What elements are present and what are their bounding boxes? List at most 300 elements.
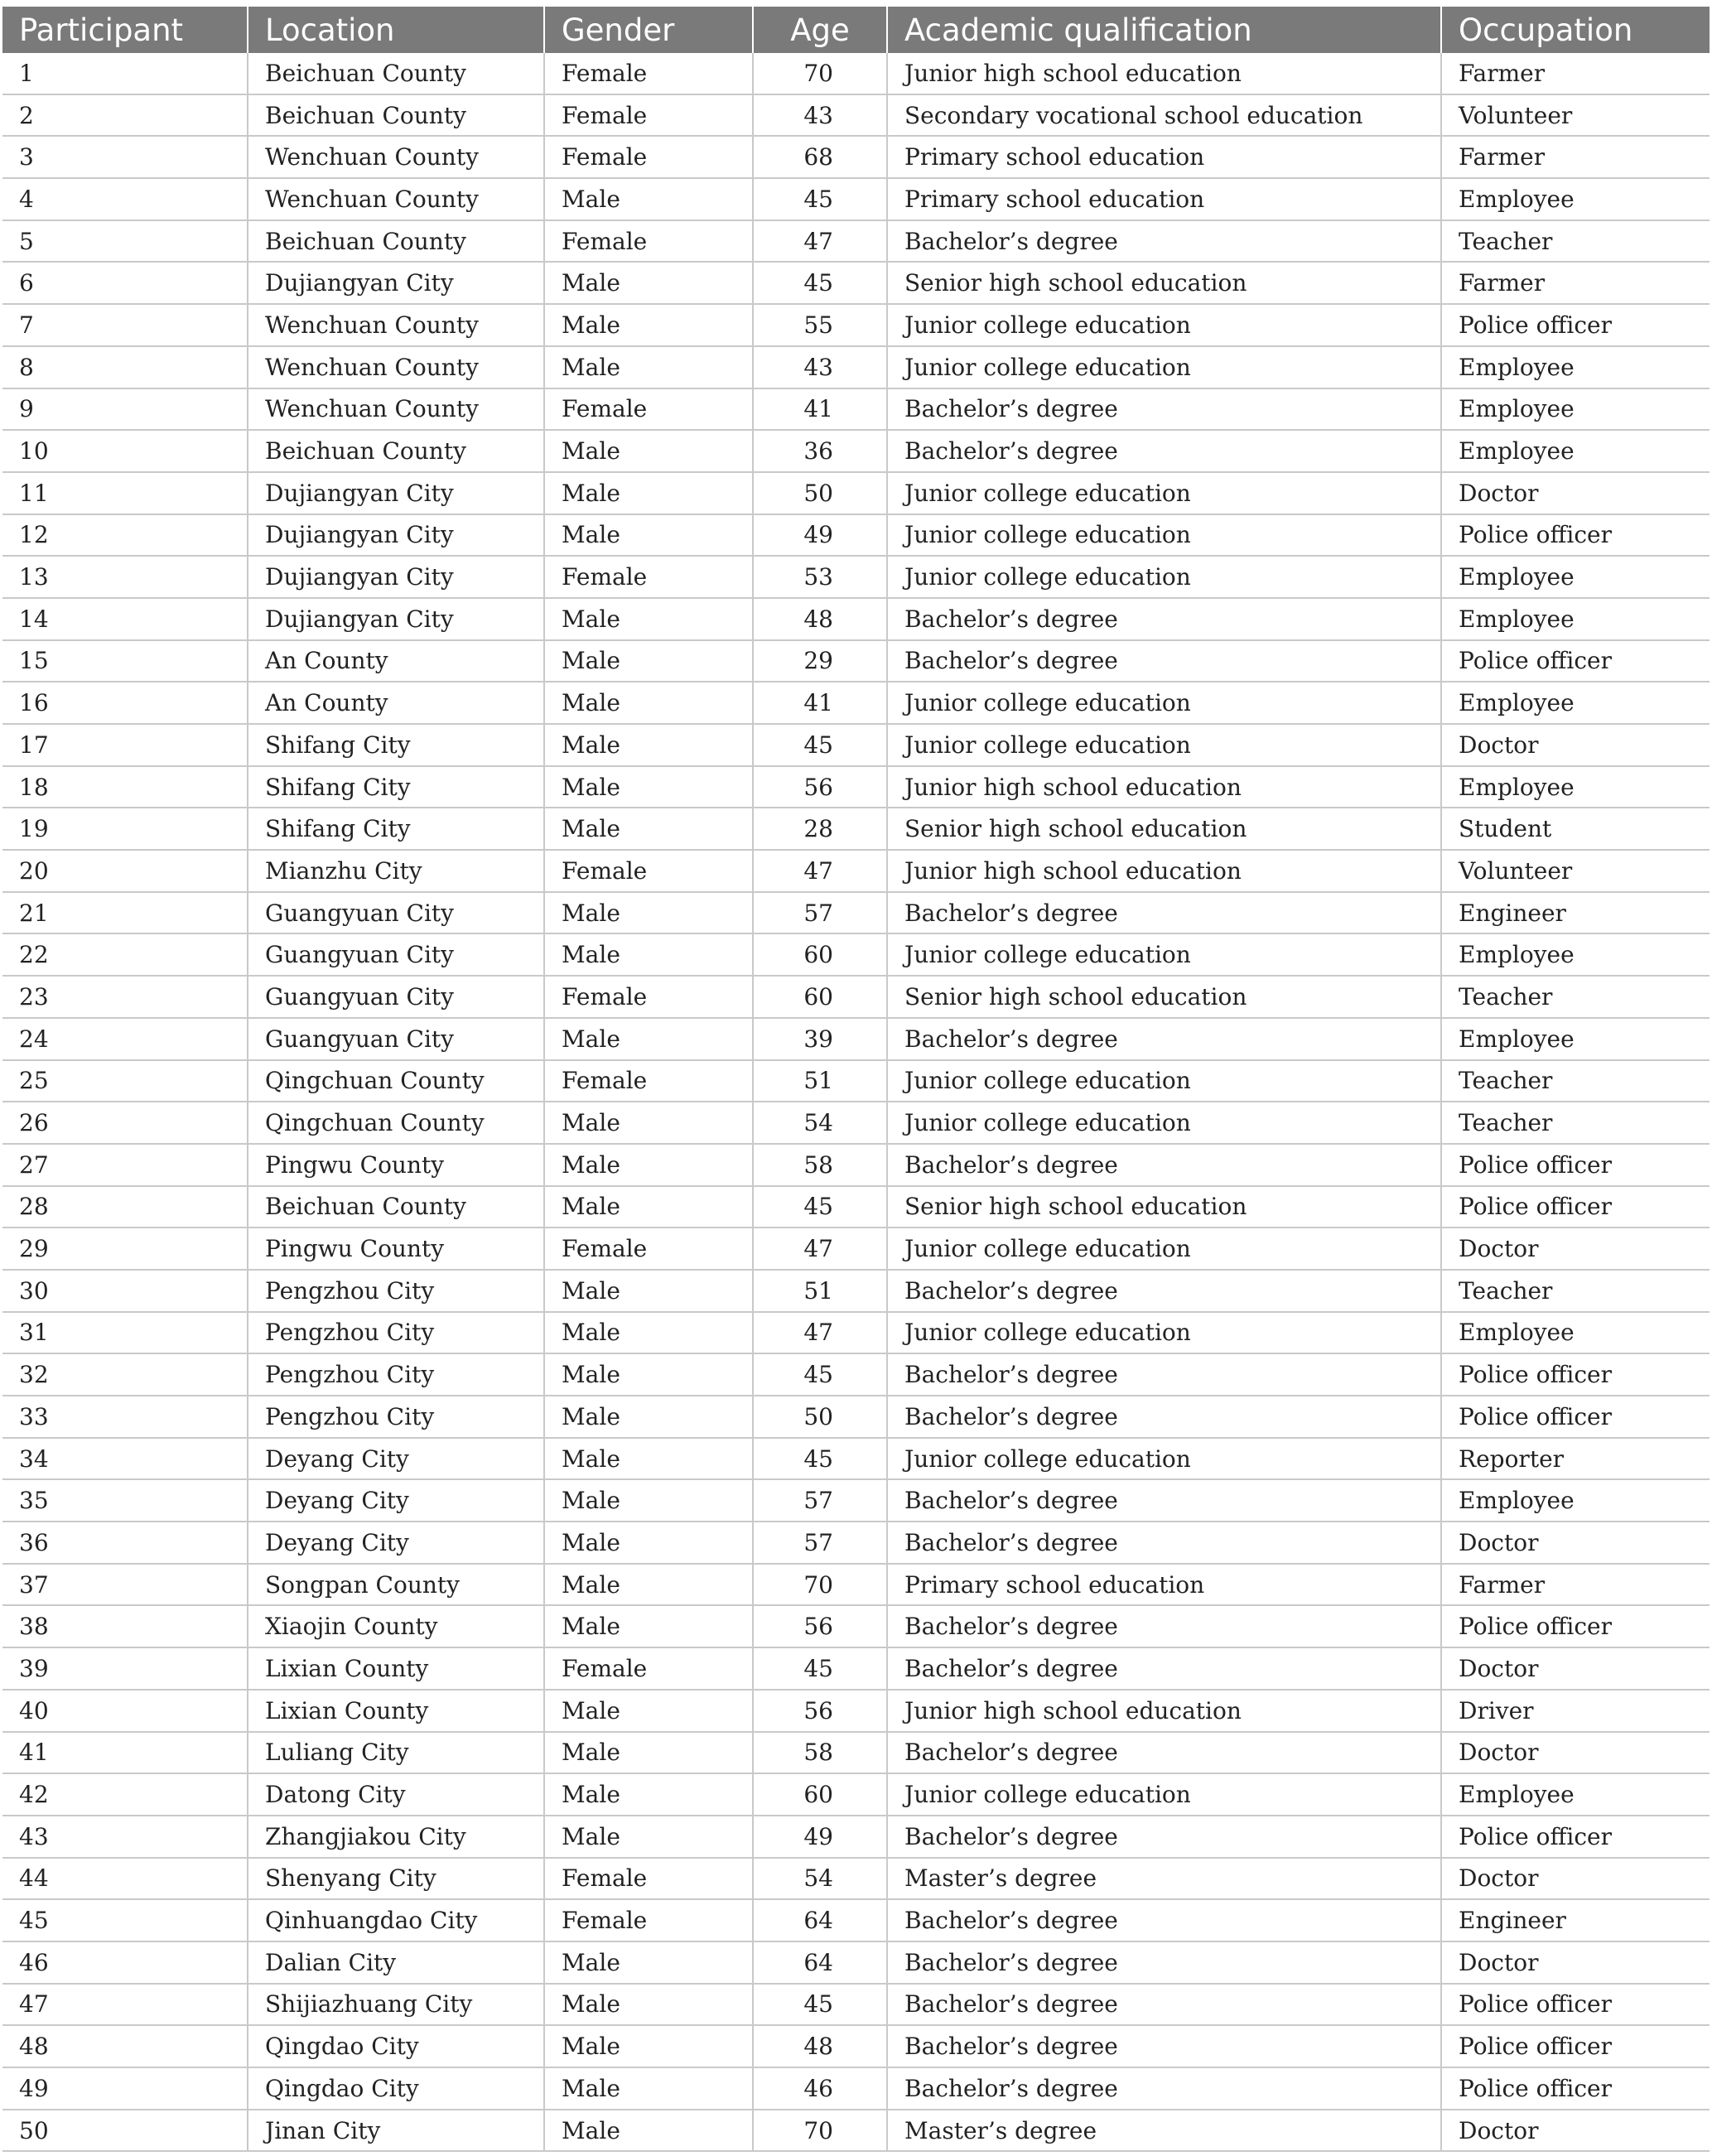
cell-occupation: Police officer (1441, 1396, 1710, 1438)
table-row (2, 1858, 1710, 1900)
cell-participant: 31 (2, 1312, 248, 1354)
cell-gender: Male (544, 682, 753, 724)
cell-academic-qualification: Primary school education (887, 178, 1441, 220)
cell-participant: 2 (2, 94, 248, 137)
cell-age: 47 (753, 220, 887, 263)
table-row (2, 1773, 1710, 1816)
participant-table (2, 7, 1710, 2152)
cell-age: 49 (753, 1816, 887, 1858)
cell-location: Luliang City (248, 1732, 544, 1774)
cell-gender: Male (544, 1353, 753, 1396)
cell-occupation: Doctor (1441, 1941, 1710, 1984)
cell-age: 60 (753, 1773, 887, 1816)
cell-location: Qingchuan County (248, 1060, 544, 1102)
cell-gender: Female (544, 976, 753, 1018)
cell-occupation: Doctor (1441, 1228, 1710, 1270)
cell-occupation: Police officer (1441, 640, 1710, 682)
table-row (2, 388, 1710, 431)
table-row (2, 1899, 1710, 1941)
cell-participant: 36 (2, 1522, 248, 1564)
table-row (2, 1605, 1710, 1647)
cell-academic-qualification: Bachelor’s degree (887, 1396, 1441, 1438)
cell-occupation: Employee (1441, 346, 1710, 388)
cell-academic-qualification: Bachelor’s degree (887, 388, 1441, 431)
cell-academic-qualification: Junior college education (887, 472, 1441, 514)
cell-academic-qualification: Senior high school education (887, 808, 1441, 850)
cell-participant: 34 (2, 1438, 248, 1480)
cell-age: 50 (753, 472, 887, 514)
cell-age: 47 (753, 1228, 887, 1270)
cell-age: 41 (753, 682, 887, 724)
cell-participant: 41 (2, 1732, 248, 1774)
cell-academic-qualification: Junior college education (887, 682, 1441, 724)
cell-age: 48 (753, 2025, 887, 2067)
cell-occupation: Doctor (1441, 1732, 1710, 1774)
header-row (2, 7, 1710, 53)
cell-location: Pingwu County (248, 1228, 544, 1270)
cell-participant: 19 (2, 808, 248, 850)
cell-occupation: Farmer (1441, 1564, 1710, 1606)
cell-participant: 8 (2, 346, 248, 388)
cell-academic-qualification: Bachelor’s degree (887, 1899, 1441, 1941)
cell-age: 51 (753, 1060, 887, 1102)
cell-academic-qualification: Bachelor’s degree (887, 1144, 1441, 1186)
cell-participant: 5 (2, 220, 248, 263)
cell-age: 70 (753, 1564, 887, 1606)
table-row (2, 682, 1710, 724)
cell-occupation: Police officer (1441, 514, 1710, 557)
cell-academic-qualification: Bachelor’s degree (887, 598, 1441, 640)
table-row (2, 1228, 1710, 1270)
cell-gender: Male (544, 766, 753, 808)
cell-academic-qualification: Bachelor’s degree (887, 1522, 1441, 1564)
cell-location: Deyang City (248, 1479, 544, 1522)
cell-participant: 27 (2, 1144, 248, 1186)
cell-academic-qualification: Bachelor’s degree (887, 1018, 1441, 1060)
cell-location: Deyang City (248, 1522, 544, 1564)
cell-location: Wenchuan County (248, 136, 544, 178)
cell-gender: Male (544, 346, 753, 388)
cell-academic-qualification: Bachelor’s degree (887, 1984, 1441, 2026)
cell-age: 45 (753, 1186, 887, 1228)
cell-occupation: Employee (1441, 556, 1710, 598)
cell-location: Dujiangyan City (248, 598, 544, 640)
cell-gender: Male (544, 724, 753, 766)
cell-gender: Male (544, 514, 753, 557)
cell-gender: Male (544, 1102, 753, 1144)
table-row (2, 640, 1710, 682)
cell-gender: Male (544, 1732, 753, 1774)
cell-age: 41 (753, 388, 887, 431)
cell-participant: 43 (2, 1816, 248, 1858)
cell-academic-qualification: Junior college education (887, 724, 1441, 766)
cell-occupation: Engineer (1441, 1899, 1710, 1941)
cell-age: 68 (753, 136, 887, 178)
cell-academic-qualification: Junior college education (887, 346, 1441, 388)
cell-academic-qualification: Primary school education (887, 1564, 1441, 1606)
cell-age: 64 (753, 1899, 887, 1941)
cell-location: Shifang City (248, 766, 544, 808)
cell-gender: Male (544, 1816, 753, 1858)
cell-participant: 3 (2, 136, 248, 178)
cell-age: 50 (753, 1396, 887, 1438)
cell-academic-qualification: Senior high school education (887, 1186, 1441, 1228)
cell-academic-qualification: Bachelor’s degree (887, 2025, 1441, 2067)
cell-participant: 50 (2, 2110, 248, 2152)
cell-gender: Male (544, 2110, 753, 2152)
cell-gender: Male (544, 304, 753, 346)
cell-academic-qualification: Bachelor’s degree (887, 1816, 1441, 1858)
table-row (2, 1396, 1710, 1438)
cell-participant: 49 (2, 2067, 248, 2110)
cell-participant: 26 (2, 1102, 248, 1144)
cell-location: Pengzhou City (248, 1353, 544, 1396)
table-row (2, 472, 1710, 514)
cell-occupation: Police officer (1441, 1605, 1710, 1647)
cell-academic-qualification: Junior high school education (887, 1690, 1441, 1732)
cell-participant: 44 (2, 1858, 248, 1900)
cell-location: Guangyuan City (248, 933, 544, 976)
cell-location: Wenchuan County (248, 304, 544, 346)
cell-gender: Male (544, 1186, 753, 1228)
cell-age: 55 (753, 304, 887, 346)
cell-location: Beichuan County (248, 94, 544, 137)
table-row (2, 556, 1710, 598)
cell-location: Beichuan County (248, 1186, 544, 1228)
cell-academic-qualification: Junior college education (887, 1438, 1441, 1480)
cell-occupation: Doctor (1441, 1858, 1710, 1900)
cell-location: Shijiazhuang City (248, 1984, 544, 2026)
table-row (2, 808, 1710, 850)
cell-participant: 40 (2, 1690, 248, 1732)
cell-gender: Male (544, 1018, 753, 1060)
cell-occupation: Employee (1441, 1312, 1710, 1354)
table-row (2, 1564, 1710, 1606)
table-row (2, 2110, 1710, 2152)
cell-gender: Female (544, 1858, 753, 1900)
cell-participant: 22 (2, 933, 248, 976)
cell-academic-qualification: Junior high school education (887, 53, 1441, 94)
cell-participant: 29 (2, 1228, 248, 1270)
table-row (2, 262, 1710, 304)
header-location: Location (248, 7, 544, 53)
cell-location: Dalian City (248, 1941, 544, 1984)
cell-location: Jinan City (248, 2110, 544, 2152)
cell-gender: Male (544, 1312, 753, 1354)
cell-gender: Male (544, 472, 753, 514)
cell-location: An County (248, 682, 544, 724)
cell-gender: Female (544, 850, 753, 892)
cell-gender: Female (544, 388, 753, 431)
cell-academic-qualification: Bachelor’s degree (887, 1941, 1441, 1984)
table-row (2, 136, 1710, 178)
cell-academic-qualification: Bachelor’s degree (887, 892, 1441, 934)
table-row (2, 94, 1710, 137)
cell-age: 53 (753, 556, 887, 598)
cell-occupation: Doctor (1441, 1647, 1710, 1690)
cell-location: Qinhuangdao City (248, 1899, 544, 1941)
cell-age: 58 (753, 1732, 887, 1774)
cell-gender: Male (544, 1773, 753, 1816)
cell-gender: Male (544, 1564, 753, 1606)
cell-participant: 20 (2, 850, 248, 892)
table-row (2, 598, 1710, 640)
cell-occupation: Farmer (1441, 262, 1710, 304)
cell-age: 57 (753, 1522, 887, 1564)
cell-age: 58 (753, 1144, 887, 1186)
cell-participant: 48 (2, 2025, 248, 2067)
cell-occupation: Police officer (1441, 1816, 1710, 1858)
cell-occupation: Police officer (1441, 2025, 1710, 2067)
cell-age: 36 (753, 430, 887, 472)
cell-age: 43 (753, 346, 887, 388)
cell-age: 54 (753, 1102, 887, 1144)
cell-participant: 28 (2, 1186, 248, 1228)
cell-academic-qualification: Bachelor’s degree (887, 1605, 1441, 1647)
cell-academic-qualification: Bachelor’s degree (887, 1353, 1441, 1396)
cell-occupation: Police officer (1441, 304, 1710, 346)
table-row (2, 933, 1710, 976)
cell-academic-qualification: Secondary vocational school education (887, 94, 1441, 137)
cell-participant: 15 (2, 640, 248, 682)
cell-occupation: Employee (1441, 430, 1710, 472)
cell-gender: Female (544, 556, 753, 598)
cell-location: Songpan County (248, 1564, 544, 1606)
cell-age: 49 (753, 514, 887, 557)
cell-occupation: Police officer (1441, 2067, 1710, 2110)
cell-academic-qualification: Bachelor’s degree (887, 1270, 1441, 1312)
cell-occupation: Teacher (1441, 1060, 1710, 1102)
table-row (2, 1102, 1710, 1144)
cell-academic-qualification: Bachelor’s degree (887, 1479, 1441, 1522)
cell-gender: Male (544, 640, 753, 682)
cell-age: 45 (753, 262, 887, 304)
cell-location: Guangyuan City (248, 976, 544, 1018)
cell-gender: Male (544, 262, 753, 304)
cell-participant: 42 (2, 1773, 248, 1816)
cell-gender: Male (544, 1605, 753, 1647)
cell-occupation: Employee (1441, 598, 1710, 640)
cell-gender: Male (544, 2067, 753, 2110)
cell-occupation: Teacher (1441, 1102, 1710, 1144)
cell-participant: 23 (2, 976, 248, 1018)
header-age: Age (753, 7, 887, 53)
cell-participant: 47 (2, 1984, 248, 2026)
cell-location: Xiaojin County (248, 1605, 544, 1647)
table-body (2, 53, 1710, 2151)
table-row (2, 346, 1710, 388)
cell-participant: 18 (2, 766, 248, 808)
cell-academic-qualification: Bachelor’s degree (887, 1647, 1441, 1690)
cell-location: An County (248, 640, 544, 682)
cell-participant: 33 (2, 1396, 248, 1438)
cell-location: Pengzhou City (248, 1270, 544, 1312)
cell-academic-qualification: Primary school education (887, 136, 1441, 178)
cell-occupation: Teacher (1441, 976, 1710, 1018)
cell-gender: Male (544, 1144, 753, 1186)
table-row (2, 1186, 1710, 1228)
cell-location: Qingchuan County (248, 1102, 544, 1144)
table-row (2, 1522, 1710, 1564)
cell-occupation: Employee (1441, 1479, 1710, 1522)
cell-age: 39 (753, 1018, 887, 1060)
cell-gender: Female (544, 136, 753, 178)
cell-age: 56 (753, 1690, 887, 1732)
cell-gender: Male (544, 1438, 753, 1480)
cell-location: Lixian County (248, 1647, 544, 1690)
cell-participant: 6 (2, 262, 248, 304)
table-row (2, 892, 1710, 934)
cell-participant: 14 (2, 598, 248, 640)
cell-occupation: Employee (1441, 933, 1710, 976)
cell-occupation: Doctor (1441, 472, 1710, 514)
cell-participant: 11 (2, 472, 248, 514)
header-academic-qualification: Academic qualification (887, 7, 1441, 53)
cell-gender: Male (544, 1522, 753, 1564)
cell-gender: Male (544, 1270, 753, 1312)
cell-participant: 21 (2, 892, 248, 934)
cell-occupation: Employee (1441, 766, 1710, 808)
cell-occupation: Employee (1441, 682, 1710, 724)
cell-location: Wenchuan County (248, 388, 544, 431)
cell-age: 45 (753, 1438, 887, 1480)
cell-participant: 24 (2, 1018, 248, 1060)
cell-academic-qualification: Junior college education (887, 1102, 1441, 1144)
table-row (2, 2025, 1710, 2067)
cell-location: Shifang City (248, 724, 544, 766)
cell-participant: 13 (2, 556, 248, 598)
table-row (2, 1732, 1710, 1774)
cell-gender: Male (544, 1396, 753, 1438)
cell-gender: Female (544, 220, 753, 263)
table-row (2, 1060, 1710, 1102)
cell-location: Pengzhou City (248, 1396, 544, 1438)
cell-gender: Female (544, 1060, 753, 1102)
header-participant: Participant (2, 7, 248, 53)
cell-occupation: Police officer (1441, 1186, 1710, 1228)
cell-age: 43 (753, 94, 887, 137)
cell-participant: 46 (2, 1941, 248, 1984)
cell-academic-qualification: Senior high school education (887, 262, 1441, 304)
cell-location: Shenyang City (248, 1858, 544, 1900)
table-row (2, 1690, 1710, 1732)
cell-occupation: Employee (1441, 388, 1710, 431)
table-row (2, 1984, 1710, 2026)
cell-academic-qualification: Master’s degree (887, 2110, 1441, 2152)
cell-participant: 10 (2, 430, 248, 472)
cell-location: Beichuan County (248, 430, 544, 472)
cell-age: 29 (753, 640, 887, 682)
cell-age: 70 (753, 2110, 887, 2152)
cell-gender: Male (544, 1941, 753, 1984)
cell-gender: Female (544, 53, 753, 94)
cell-academic-qualification: Junior high school education (887, 766, 1441, 808)
cell-gender: Female (544, 1647, 753, 1690)
table-row (2, 1647, 1710, 1690)
cell-academic-qualification: Junior college education (887, 1228, 1441, 1270)
cell-gender: Male (544, 933, 753, 976)
table-row (2, 1144, 1710, 1186)
table-row (2, 430, 1710, 472)
cell-location: Beichuan County (248, 53, 544, 94)
cell-location: Qingdao City (248, 2025, 544, 2067)
cell-occupation: Police officer (1441, 1984, 1710, 2026)
cell-academic-qualification: Junior college education (887, 1312, 1441, 1354)
table-row (2, 1312, 1710, 1354)
cell-participant: 16 (2, 682, 248, 724)
cell-occupation: Farmer (1441, 53, 1710, 94)
cell-age: 45 (753, 1353, 887, 1396)
cell-location: Qingdao City (248, 2067, 544, 2110)
table-row (2, 2067, 1710, 2110)
table-row (2, 1270, 1710, 1312)
cell-age: 51 (753, 1270, 887, 1312)
cell-location: Datong City (248, 1773, 544, 1816)
cell-participant: 35 (2, 1479, 248, 1522)
cell-participant: 32 (2, 1353, 248, 1396)
cell-gender: Male (544, 1690, 753, 1732)
cell-location: Guangyuan City (248, 892, 544, 934)
cell-academic-qualification: Bachelor’s degree (887, 430, 1441, 472)
cell-occupation: Doctor (1441, 724, 1710, 766)
cell-location: Beichuan County (248, 220, 544, 263)
cell-occupation: Engineer (1441, 892, 1710, 934)
cell-gender: Female (544, 1899, 753, 1941)
cell-occupation: Police officer (1441, 1144, 1710, 1186)
cell-age: 47 (753, 1312, 887, 1354)
cell-location: Zhangjiakou City (248, 1816, 544, 1858)
table-row (2, 1353, 1710, 1396)
cell-gender: Male (544, 892, 753, 934)
header-gender: Gender (544, 7, 753, 53)
table-row (2, 53, 1710, 94)
cell-academic-qualification: Bachelor’s degree (887, 2067, 1441, 2110)
cell-location: Dujiangyan City (248, 514, 544, 557)
table-row (2, 976, 1710, 1018)
cell-participant: 7 (2, 304, 248, 346)
cell-gender: Male (544, 178, 753, 220)
cell-location: Deyang City (248, 1438, 544, 1480)
cell-age: 45 (753, 724, 887, 766)
cell-location: Guangyuan City (248, 1018, 544, 1060)
cell-location: Wenchuan County (248, 346, 544, 388)
cell-gender: Male (544, 808, 753, 850)
cell-occupation: Teacher (1441, 1270, 1710, 1312)
table-row (2, 766, 1710, 808)
cell-participant: 39 (2, 1647, 248, 1690)
cell-academic-qualification: Bachelor’s degree (887, 1732, 1441, 1774)
cell-age: 64 (753, 1941, 887, 1984)
cell-age: 57 (753, 1479, 887, 1522)
cell-location: Pengzhou City (248, 1312, 544, 1354)
cell-gender: Female (544, 94, 753, 137)
cell-age: 57 (753, 892, 887, 934)
header-occupation: Occupation (1441, 7, 1710, 53)
cell-academic-qualification: Junior college education (887, 304, 1441, 346)
table-row (2, 850, 1710, 892)
cell-gender: Male (544, 430, 753, 472)
table-row (2, 1479, 1710, 1522)
cell-occupation: Student (1441, 808, 1710, 850)
cell-academic-qualification: Junior college education (887, 556, 1441, 598)
cell-participant: 4 (2, 178, 248, 220)
cell-age: 60 (753, 976, 887, 1018)
cell-age: 56 (753, 1605, 887, 1647)
cell-gender: Male (544, 1479, 753, 1522)
cell-academic-qualification: Bachelor’s degree (887, 640, 1441, 682)
cell-occupation: Farmer (1441, 136, 1710, 178)
cell-participant: 38 (2, 1605, 248, 1647)
